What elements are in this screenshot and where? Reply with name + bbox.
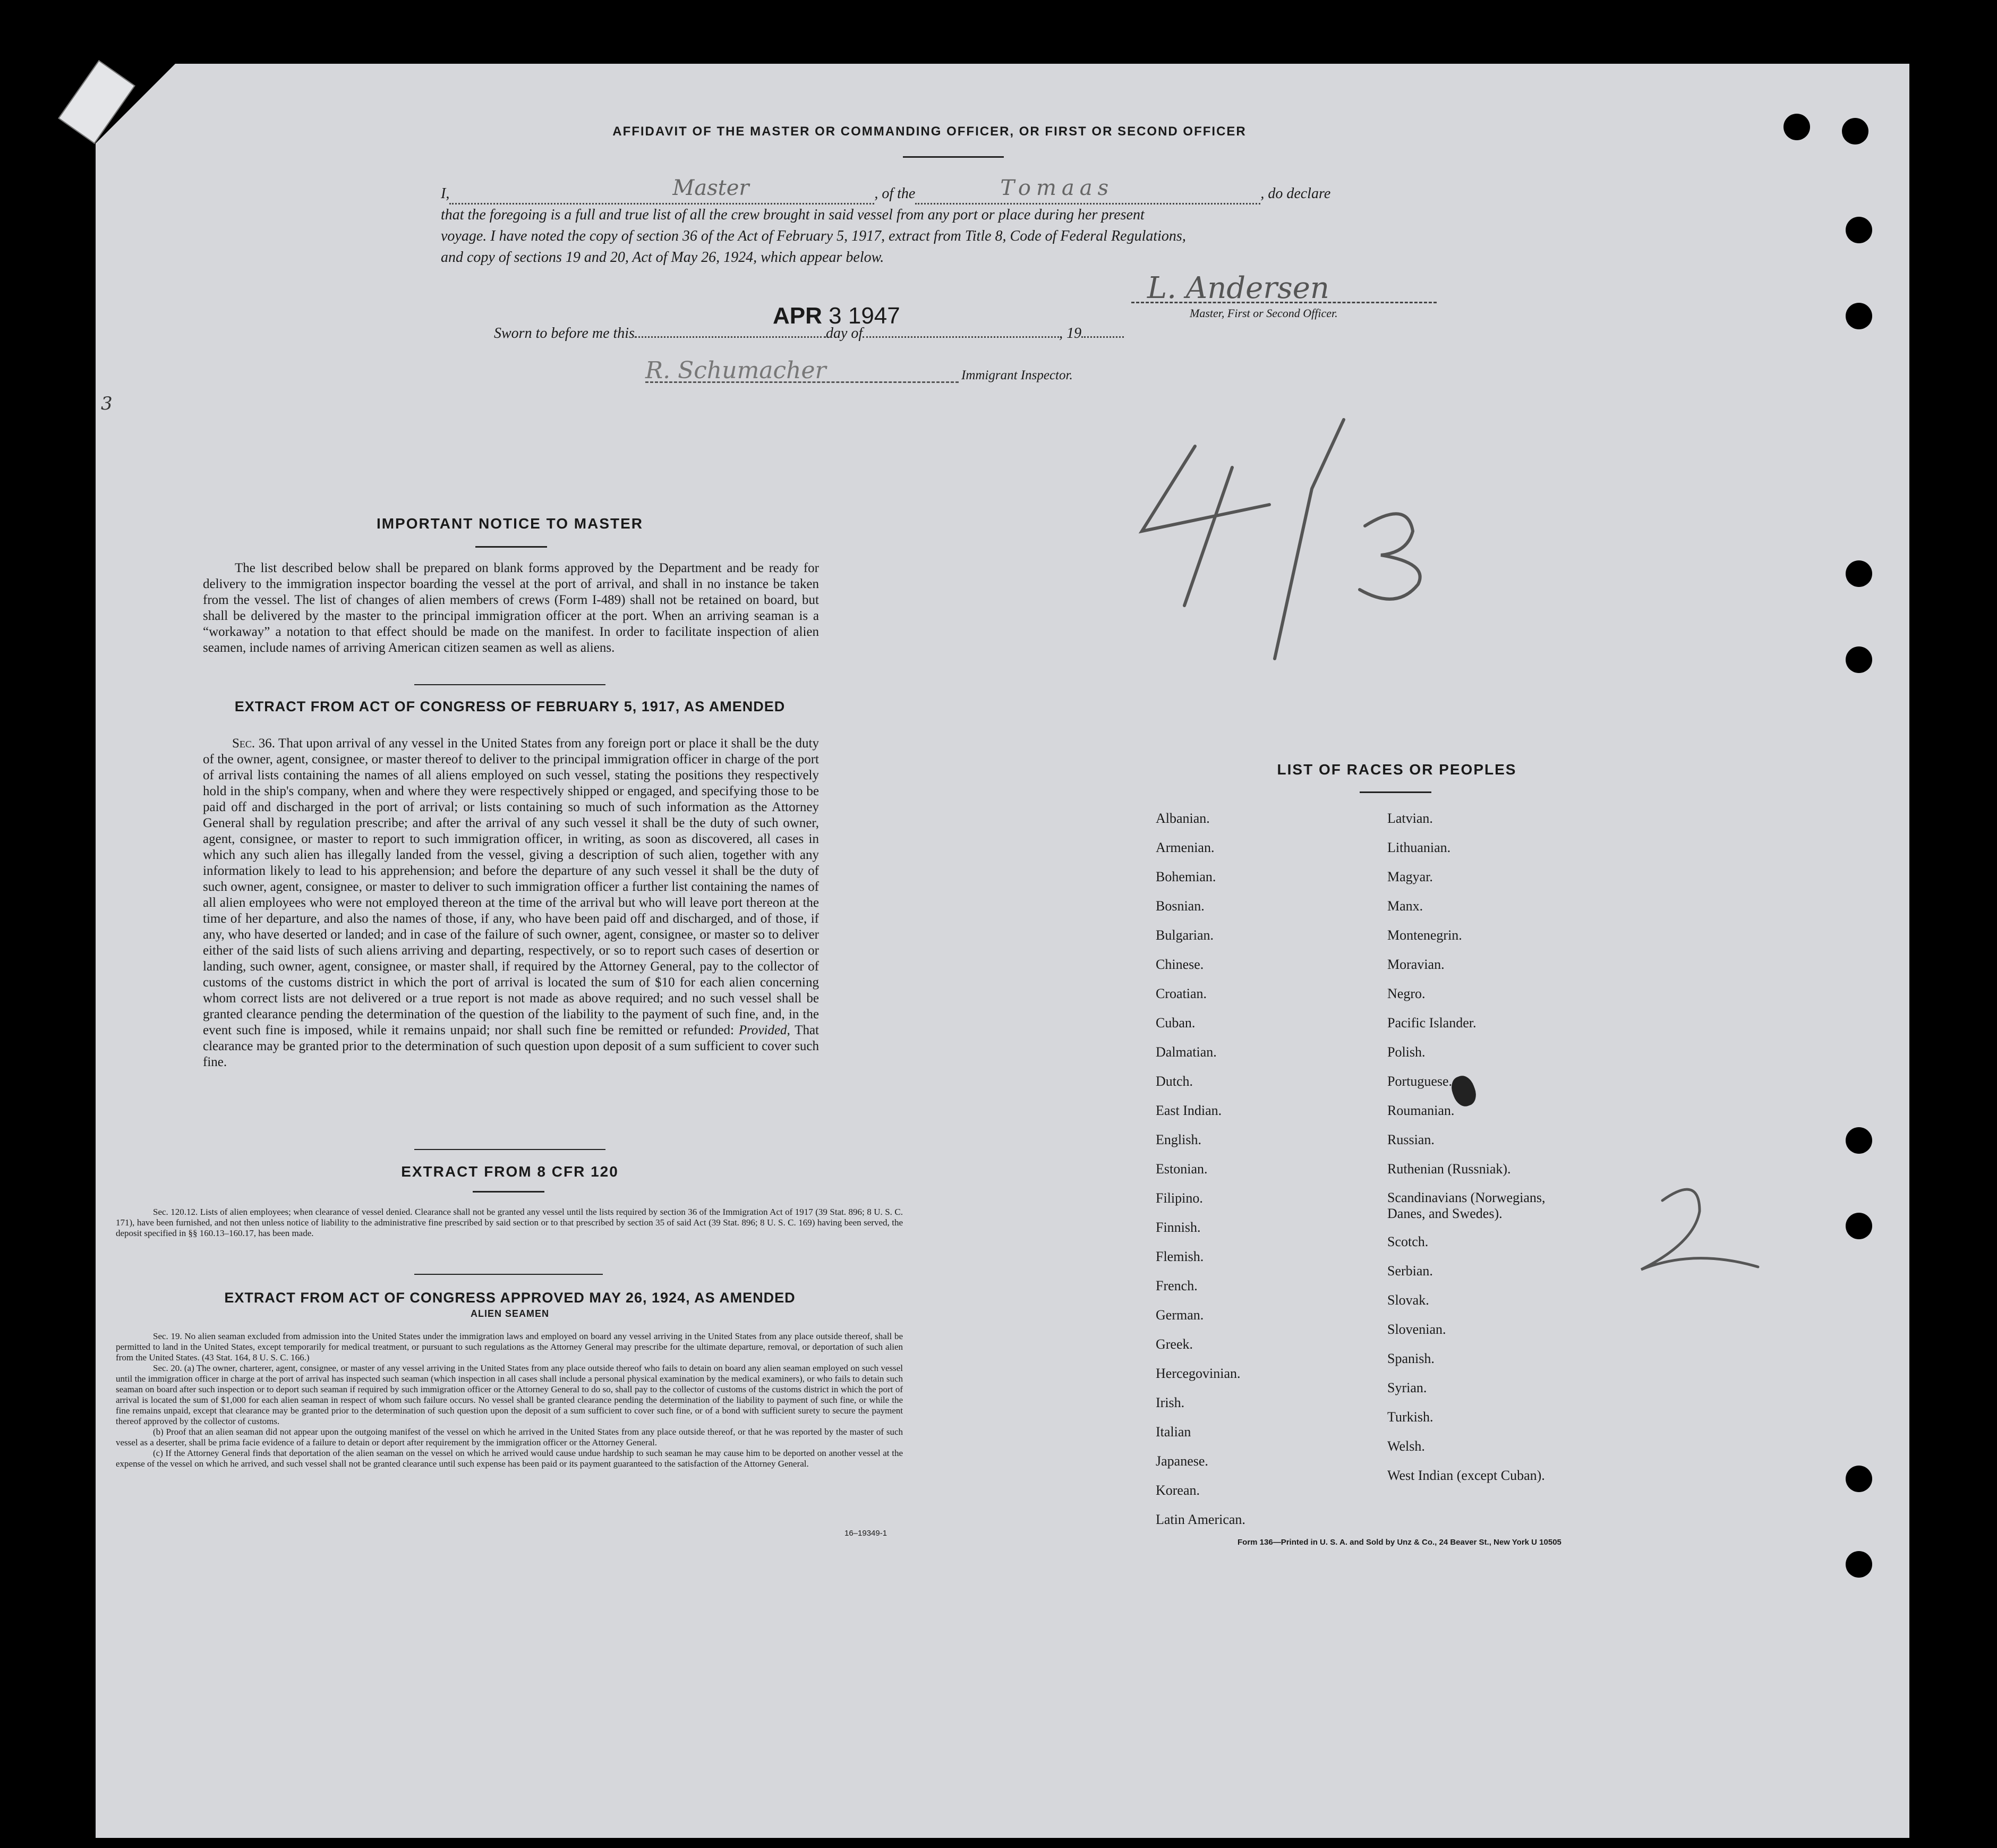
binder-hole [1846, 1213, 1872, 1239]
extract-1924-subheading: ALIEN SEAMEN [470, 1308, 549, 1319]
notice-body: The list described below shall be prepared on blank forms approved by the Department and be ready for delivery to the immigration inspector boarding the vessel at the port of arrival, and shall in no instance be taken from the vessel. The list of changes of alien members of crews (Form I-489) shall not be retained on board, but shall be delivered by the master to the principal immigration officer at the port. When an arriving seaman is a “workaway” a notation to that effect should be made on the manifest. In order to facilitate inspection of alien seamen, include names of arriving American citizen seamen as well as aliens. [203, 561, 819, 655]
race-item: German. [1156, 1307, 1204, 1323]
race-item: Chinese. [1156, 957, 1204, 972]
race-item: Turkish. [1387, 1409, 1433, 1425]
race-item: Bulgarian. [1156, 927, 1214, 943]
race-item: French. [1156, 1278, 1198, 1293]
handwritten-fraction [1131, 404, 1450, 669]
race-item: Albanian. [1156, 811, 1210, 826]
race-item: Moravian. [1387, 957, 1445, 972]
sec36-text: That upon arrival of any vessel in the United States from any foreign port or place it shall be the duty of the owner, agent, consignee, or master thereof to deliver to the principal immigration officer in charge of the port of arrival lists containing the names of all aliens employed on such vessel, stating the positions they respectively hold in the ship's company, when and where they were respectively shipped or engaged, and specifying those to be paid off and discharged in the port of arrival; or lists containing so much of such information as the Attorney General shall by regulation prescribe; and after the arrival of any such vessel it shall be the duty of such owner, agent, consignee, or master to report to such immigration officer, in writing, as soon as discovered, all cases in which any such alien has illegally landed from the vessel, giving a description of such alien, together with any information likely to lead to his apprehension; and before the departure of any such vessel it shall be the duty of such owner, agent, consignee, or master to deliver to such immigration officer a further list containing the names of all alien employees who were not employed thereon at the time of the arrival but who will leave port thereon at the time of her departure, and also the names of those, if any, who have been paid off and discharged, and of those, if any, who have deserted or landed; and in case of the failure of such owner, agent, consignee, or master so to deliver either of the said lists of such aliens arriving and departing, respectively, or so to report such cases of desertion or landing, such owner, agent, consignee, or master shall, if required by the Attorney General, pay to the collector of customs of the customs district in which the port of arrival is located the sum of $10 for each alien concerning whom correct lists are not delivered or a true report is not made as above required; and no such vessel shall be granted clearance pending the determination of the question of the liability to the payment of such fine, and, in the event such fine is imposed, while it remains unpaid; nor shall such fine be remitted or refunded: [203, 736, 819, 1037]
declaration-line-2: that the foregoing is a full and true list of all the crew brought in said vessel from any port or place during her present [441, 207, 1145, 223]
divider [414, 1274, 603, 1275]
proviso-text: That clearance may be granted prior to the determination of such question upon deposit of a sum sufficient to cover such fine. [203, 1023, 819, 1069]
binder-hole [1783, 114, 1810, 140]
race-item: Flemish. [1156, 1249, 1204, 1264]
stamp-year: 1947 [848, 303, 900, 329]
sworn-label: Sworn to before me this [494, 325, 635, 342]
race-item: Hercegovinian. [1156, 1366, 1241, 1381]
race-item: Irish. [1156, 1395, 1185, 1410]
notice-heading: IMPORTANT NOTICE TO MASTER [376, 515, 644, 532]
stamp-month: APR [773, 303, 822, 329]
form-code: 16–19349-1 [844, 1529, 887, 1538]
declaration-line-1 [441, 176, 1466, 205]
margin-mark: 3 [101, 393, 113, 414]
race-item: Montenegrin. [1387, 927, 1462, 943]
binder-hole [1846, 1466, 1872, 1492]
race-item: Latin American. [1156, 1512, 1245, 1527]
master-handwritten: Master [672, 176, 749, 200]
divider [475, 546, 547, 548]
race-item: Greek. [1156, 1336, 1193, 1352]
divider [473, 1191, 544, 1193]
signature-line [1131, 302, 1437, 303]
binder-hole [1842, 118, 1868, 144]
race-item: West Indian (except Cuban). [1387, 1468, 1545, 1483]
extract-1917-heading: EXTRACT FROM ACT OF CONGRESS OF FEBRUARY 5, 1917, AS AMENDED [234, 699, 786, 714]
extract-1924-body [116, 1331, 903, 1469]
extract-1924-heading: EXTRACT FROM ACT OF CONGRESS APPROVED MAY 26, 1924, AS AMENDED [224, 1290, 796, 1306]
race-item: Dutch. [1156, 1074, 1193, 1089]
race-item: Latvian. [1387, 811, 1433, 826]
race-item: Slovenian. [1387, 1322, 1446, 1337]
race-item: Italian [1156, 1424, 1191, 1440]
race-item: Pacific Islander. [1387, 1015, 1477, 1031]
date-stamp [773, 303, 900, 329]
race-item: Syrian. [1387, 1380, 1427, 1395]
extract-1917-body [203, 736, 819, 1070]
race-item: Bosnian. [1156, 898, 1205, 914]
race-item: Croatian. [1156, 986, 1207, 1001]
race-item: Cuban. [1156, 1015, 1196, 1031]
race-item: Japanese. [1156, 1453, 1208, 1469]
binder-hole [1846, 646, 1872, 673]
day-of-label: day of [825, 325, 863, 342]
sec20b-text: (b) Proof that an alien seaman did not appear upon the outgoing manifest of the vessel on which he arrived in the United States from any place outside thereof, or that he was reported by the master of such vessel as a deserter, shall be prima facie evidence of a failure to detain or deport after requirement by the immigration officer or the Attorney General. [116, 1427, 903, 1447]
inspector-caption: Immigrant Inspector. [961, 368, 1073, 382]
inspector-line [645, 381, 959, 383]
race-item: Danes, and Swedes). [1387, 1206, 1503, 1221]
i-label: I, [441, 185, 450, 202]
race-item: Estonian. [1156, 1161, 1208, 1177]
vessel-field [915, 176, 1260, 205]
race-item: Serbian. [1387, 1263, 1433, 1279]
sworn-year-field [1081, 336, 1124, 338]
binder-hole [1846, 560, 1872, 587]
proviso-label: Provided, [738, 1023, 790, 1037]
race-item: Portuguese. [1387, 1074, 1453, 1089]
binder-hole [1846, 1127, 1872, 1154]
sec20c-text: (c) If the Attorney General finds that deportation of the alien seaman on the vessel on which he arrived would cause undue hardship to such seaman he may cause him to be deported on another vessel at the expense of the vessel on which he arrived, and such vessel shall not be granted clearance until such expense has been paid or its payment guaranteed to the satisfaction of the Attorney General. [116, 1448, 903, 1469]
races-right-column [1387, 804, 1545, 1490]
divider [414, 1149, 605, 1150]
affidavit-heading: AFFIDAVIT OF THE MASTER OR COMMANDING OFFICER, OR FIRST OR SECOND OFFICER [612, 124, 1247, 139]
race-item: Spanish. [1387, 1351, 1435, 1366]
declaration-line-3: voyage. I have noted the copy of section 36 of the Act of February 5, 1917, extract from Title 8, Code of Federal Regulations, [441, 228, 1186, 244]
divider [903, 156, 1004, 158]
race-item: Lithuanian. [1387, 840, 1451, 855]
sec19-text: Sec. 19. No alien seaman excluded from admission into the United States under the immigration laws and employed on board any vessel arriving in the United States from any place outside thereof, shall be permitted to land in the United States, except temporarily for medical treatment, or pursuant to such regulations as the Attorney General may prescribe for the ultimate departure, removal, or deportation of such alien from the United States. (43 Stat. 164, 8 U. S. C. 166.) [116, 1331, 903, 1362]
race-item: Bohemian. [1156, 869, 1216, 884]
printer-footer: Form 136—Printed in U. S. A. and Sold by Unz & Co., 24 Beaver St., New York U 10505 [1238, 1538, 1561, 1547]
race-item: East Indian. [1156, 1103, 1222, 1118]
binder-hole [1846, 217, 1872, 243]
race-item: Scandinavians (Norwegians, [1387, 1190, 1546, 1205]
number-strokes [1631, 1179, 1763, 1285]
affidavit-declaration [441, 176, 1466, 268]
master-signature: L. Andersen [1147, 271, 1329, 305]
race-item: Filipino. [1156, 1190, 1203, 1206]
race-item: Scotch. [1387, 1234, 1429, 1249]
race-item: Armenian. [1156, 840, 1215, 855]
race-item: Korean. [1156, 1483, 1200, 1498]
races-left-column [1156, 804, 1245, 1529]
race-item: Ruthenian (Russniak). [1387, 1161, 1511, 1177]
race-item: Finnish. [1156, 1220, 1201, 1235]
binder-hole [1846, 1551, 1872, 1578]
race-item: Dalmatian. [1156, 1044, 1217, 1060]
master-caption: Master, First or Second Officer. [1190, 306, 1338, 320]
races-heading: LIST OF RACES OR PEOPLES [1277, 761, 1517, 778]
race-item: Russian. [1387, 1132, 1435, 1147]
extract-cfr-heading: EXTRACT FROM 8 CFR 120 [401, 1163, 619, 1180]
of-the-label: , of the [874, 185, 916, 202]
sworn-day-field [635, 336, 826, 338]
stamp-day: 3 [829, 303, 842, 329]
race-item: Welsh. [1387, 1438, 1425, 1454]
race-item: Negro. [1387, 986, 1426, 1001]
divider [1360, 791, 1431, 793]
race-item: Slovak. [1387, 1292, 1429, 1308]
handwritten-number [1631, 1179, 1763, 1285]
vessel-handwritten: Tomaas [1000, 176, 1114, 200]
sec36-label: Sec. 36. [232, 736, 275, 751]
year-label: , 19 [1059, 325, 1082, 342]
race-item: Magyar. [1387, 869, 1433, 884]
race-item: English. [1156, 1132, 1201, 1147]
race-item: Manx. [1387, 898, 1423, 914]
race-item: Roumanian. [1387, 1103, 1455, 1118]
do-declare-label: , do declare [1260, 185, 1331, 202]
sec20a-text: Sec. 20. (a) The owner, charterer, agent, consignee, or master of any vessel arriving in the United States from any place outside thereof who fails to detain on board any alien seaman employed on such vessel until the immigration officer in charge at the port of arrival has inspected such seaman (which inspection in all cases shall include a personal physical examination by the medical examiners), or who fails to detain such seaman on board after such inspection or to deport such seaman if required by such immigration officer or the Attorney General to do so, shall pay to the collector of customs of the customs district in which the port of arrival is located the sum of $1,000 for each alien seaman in respect of whom such failure occurs. No vessel shall be granted clearance pending the determination of the liability to payment of such fine, or while the fine remains unpaid, except that clearance may be granted prior to the determination of such question upon the deposit of a sum sufficient to cover such fine, or of a bond with sufficient surety to secure the payment thereof approved by the collector of customs. [116, 1363, 903, 1426]
inspector-signature: R. Schumacher [645, 357, 826, 384]
race-item: Polish. [1387, 1044, 1426, 1060]
master-field [449, 176, 874, 205]
declaration-line-4: and copy of sections 19 and 20, Act of May 26, 1924, which appear below. [441, 249, 884, 266]
binder-hole [1846, 303, 1872, 329]
fraction-strokes [1131, 404, 1450, 669]
sworn-month-field [863, 336, 1059, 338]
extract-cfr-body: Sec. 120.12. Lists of alien employees; when clearance of vessel denied. Clearance shall not be granted any vessel until the lists required by section 36 of the Immigration Act of 1917 (39 Stat. 896; 8 U. S. C. 171), have been furnished, and not then unless notice of liability to the administrative fine prescribed by said section or to that prescribed by section 35 of said Act (39 Stat. 896; 8 U. S. C. 169) having been served, the deposit specified in §§ 160.13–160.17, has been made. [116, 1207, 903, 1238]
divider [414, 684, 605, 685]
